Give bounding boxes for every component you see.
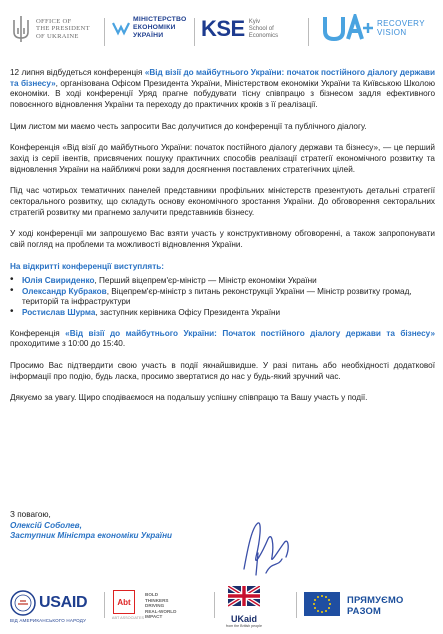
signature-block <box>10 510 172 542</box>
ministry-economy-logo <box>112 16 186 40</box>
union-jack-icon <box>228 586 260 614</box>
kse-line-3: Economics <box>248 32 279 39</box>
list-item <box>10 308 435 319</box>
ministry-mark-icon <box>112 19 130 37</box>
abt-logo: Abt <box>113 590 135 614</box>
letter-body <box>10 68 435 415</box>
letterhead <box>8 8 438 58</box>
office-of-president-logo <box>10 14 90 44</box>
opu-line-1: OFFICE OF <box>36 17 72 25</box>
handwritten-signature <box>232 517 312 579</box>
bold-line-3: DRIVING <box>145 603 165 609</box>
trident-icon <box>10 14 32 44</box>
intro-lead: 12 липня відбудеться конференція <box>10 68 145 77</box>
speaker-name: Ростислав Шурма <box>22 308 96 318</box>
ukaid-tagline: from the British people <box>226 624 262 628</box>
signatory-name: Олексій Соболев, <box>10 520 82 530</box>
bold-line-4: REAL-WORLD <box>145 608 177 614</box>
divider <box>308 18 309 46</box>
speaker-role: , Перший віцепрем'єр-міністр — Міністр економіки України <box>94 276 317 286</box>
speakers-heading: На відкритті конференції виступлять: <box>10 261 164 271</box>
ua-line-1: RECOVERY <box>377 19 425 28</box>
mineco-line-3: УКРАЇНИ <box>133 32 164 39</box>
opu-line-2: THE PRESIDENT <box>36 25 90 33</box>
paragraph-intro <box>10 68 435 110</box>
bold-thinkers-logo <box>145 592 176 620</box>
usaid-tagline: ВІД АМЕРИКАНСЬКОГО НАРОДУ <box>10 618 87 623</box>
paragraph-schedule <box>10 329 435 350</box>
list-item <box>10 287 435 308</box>
bold-line-2: THINKERS <box>145 597 169 603</box>
kse-logo <box>201 18 278 40</box>
list-item <box>10 276 435 287</box>
pryamuye-line-1: ПРЯМУЄМО <box>347 594 404 605</box>
divider <box>214 592 215 618</box>
paragraph-participation: У ході конференції ми запрошуємо Вас взяти участь у конструктивному обговоренні, а також запропонувати свій погляд на проблеми та можливості відновлення України. <box>10 229 435 249</box>
paragraph-thanks: Дякуємо за увагу. Щиро сподіваємося на подальшу успішну співпрацю та Вашу участь у події. <box>10 393 368 403</box>
divider <box>194 18 195 46</box>
speaker-role: , заступник керівника Офісу Президента України <box>95 308 281 318</box>
paragraph-rsvp: Просимо Вас підтвердити свою участь в події якнайшвидше. У разі питань або необхідності додаткової інформації про подію, будь ласка, просимо звертатися до нас у будь-який зручний час. <box>10 361 435 381</box>
divider <box>104 592 105 618</box>
kse-line-2: School of <box>248 25 274 32</box>
intro-rest: , організована Офісом Президента України, Міністерством економіки України та Київською Школою економіки. В ході конференції Уряд прагне побудувати тісну співпрацю з бізнесом задля ефективного повоєнного відновлення України та переходу до практичних кроків з її реалізації. <box>10 78 435 109</box>
speakers-list <box>10 276 435 318</box>
ua-line-2: VISION <box>377 28 407 37</box>
divider <box>104 18 105 46</box>
usaid-logo <box>10 590 87 616</box>
ua-recovery-vision-logo <box>322 14 425 42</box>
mineco-line-2: ЕКОНОМІКИ <box>133 24 176 31</box>
kse-wordmark: KSE <box>201 16 245 41</box>
paragraph-invitation: Цим листом ми маємо честь запросити Вас долучитися до конференції та публічного діалогу. <box>10 121 367 131</box>
speaker-name: Юлія Свириденко <box>22 276 95 286</box>
ua-plus-icon <box>322 14 374 42</box>
divider <box>296 592 297 618</box>
event-title: «Від візії до майбутнього України: початок постійного діалогу держави та бізнесу» <box>10 68 435 88</box>
abt-tagline: ABT ASSOCIATES <box>111 616 145 620</box>
pryamuye-razom-logo <box>347 595 404 616</box>
signatory-title: Заступник Міністра економіки України <box>10 531 173 541</box>
eu-flag-icon <box>304 592 340 616</box>
usaid-seal-icon <box>10 590 36 616</box>
partner-logos <box>0 584 443 630</box>
speaker-name: Олександр Кубраков <box>22 286 107 296</box>
bold-line-1: BOLD <box>145 592 159 597</box>
paragraph-panels: Під час чотирьох тематичних панелей представники профільних міністерств презентують детальні стратегії секторального розвитку, що складуть основу економічного зростання України. До обговорення секторальних стратегій розвитку ми прагнемо залучити представників бізнесу. <box>10 186 435 217</box>
schedule-lead: Конференція <box>10 328 66 338</box>
kse-line-1: Kyiv <box>248 18 261 25</box>
speaker-role: , Віцепрем'єр-міністр з питань реконструкції України — Міністр розвитку громад, територій та інфраструктури <box>22 286 412 307</box>
paragraph-series: Конференція «Від візії до майбутнього України: початок постійного діалогу держави та бізнесу», — це перший захід із серії івентів, присвячених пошуку практичних способів реалізації стратегії економічного розвитку та відновлення України на найближчі роки задля досягнення поставлених стратегічних цілей. <box>10 143 435 174</box>
mineco-line-1: МІНІСТЕРСТВО <box>133 16 187 23</box>
event-title-2: «Від візії до майбутнього України: Початок постійного діалогу держави та бізнесу» <box>65 328 435 338</box>
closing: З повагою, <box>10 510 51 519</box>
opu-line-3: OF UKRAINE <box>36 32 79 40</box>
pryamuye-line-2: РАЗОМ <box>347 604 382 616</box>
ukaid-wordmark: UKaid <box>230 614 257 624</box>
schedule-time: проходитиме з 10:00 до 15:40. <box>10 339 126 349</box>
usaid-wordmark: USAID <box>39 594 88 611</box>
bold-line-5: IMPACT <box>145 614 163 620</box>
ukaid-logo <box>226 586 262 628</box>
